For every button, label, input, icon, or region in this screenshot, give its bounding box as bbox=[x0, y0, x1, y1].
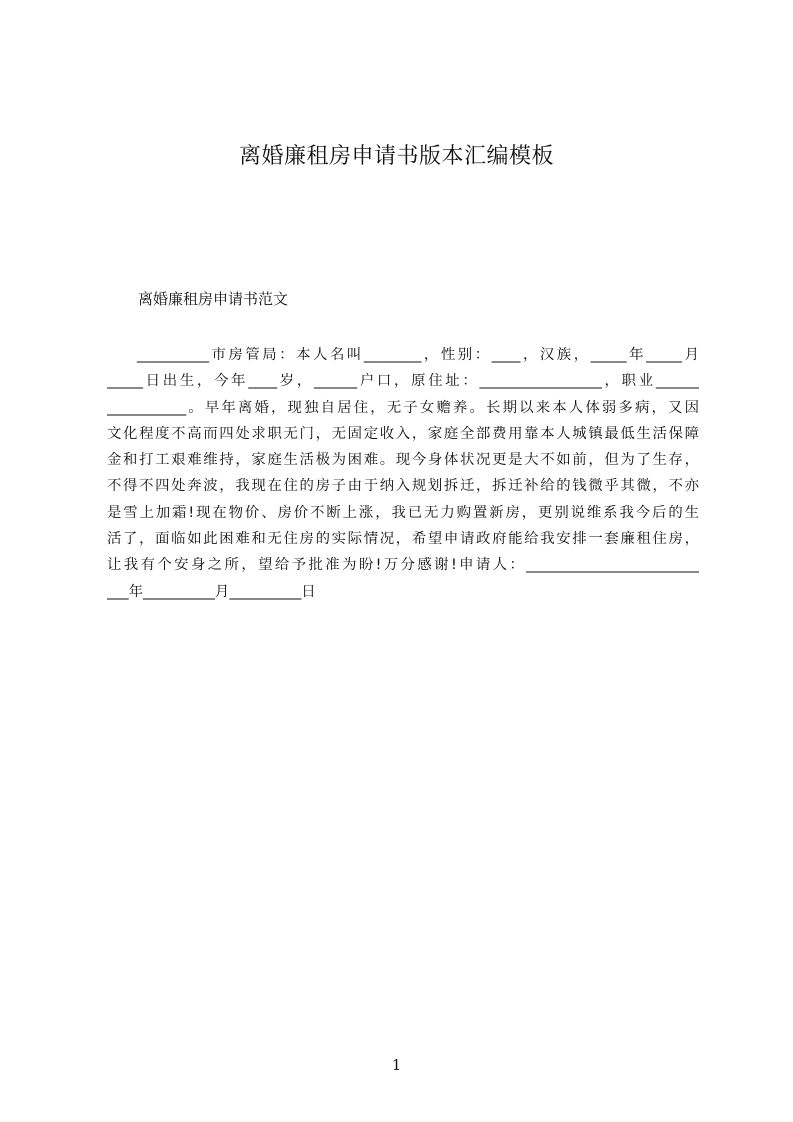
body-line: 金和打工艰难维持，家庭生活极为困难。现今身体状况更是大不如前，但为了生存， bbox=[107, 452, 699, 469]
body-line: 是雪上加霜!现在物价、房价不断上涨，我已无力购置新房，更别说维系我今后的生 bbox=[107, 504, 699, 521]
body-line: 文化程度不高而四处求职无门，无固定收入，家庭全部费用靠本人城镇最低生活保障 bbox=[107, 425, 699, 442]
body-line: ___________。早年离婚，现独自居住，无子女赡养。长期以来本人体弱多病，又因 bbox=[107, 399, 699, 416]
body-paragraph bbox=[107, 342, 699, 605]
body-line: _____日出生，今年____岁，______户口，原住址：_________________，职业______ bbox=[107, 373, 699, 390]
section-heading: 离婚廉租房申请书范文 bbox=[138, 290, 289, 308]
body-line: __________市房管局：本人名叫________，性别：____，汉族，_____年_____月 bbox=[137, 347, 699, 363]
body-line: 让我有个安身之所，望给予批准为盼!万分感谢!申请人：________________________ bbox=[107, 557, 699, 574]
body-line: 活了，面临如此困难和无住房的实际情况，希望申请政府能给我安排一套廉租住房， bbox=[107, 531, 699, 548]
document-title: 离婚廉租房申请书版本汇编模板 bbox=[238, 144, 554, 169]
body-line: ___年__________月__________日 bbox=[107, 583, 316, 600]
body-line: 不得不四处奔波，我现在住的房子由于纳入规划拆迁，拆迁补给的钱微乎其微，不亦 bbox=[107, 478, 699, 495]
page-number: 1 bbox=[391, 1056, 402, 1074]
